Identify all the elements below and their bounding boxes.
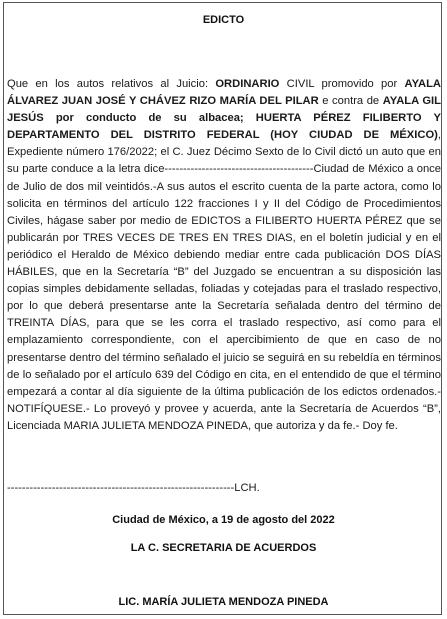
body-bold-1: ORDINARIO: [215, 78, 280, 90]
edict-body: [7, 76, 441, 435]
defendants-names: AYALA GIL JESÚS por conducto de su albacea; HUERTA PÉREZ FILIBERTO Y DEPARTAMENTO DEL DISTRITO FEDERAL (HOY CIUDAD DE MÉXICO): [7, 95, 441, 142]
document-title: EDICTO: [202, 14, 245, 26]
date-line: Ciudad de México, a 19 de agosto del 2022: [112, 514, 335, 526]
body-text-4: , Expediente número 176/2022; el C. Juez Décimo Sexto de lo Civil dictó un auto que en su parte conduce a la letra dice----------------------------------------Ciudad de México a once de Julio de dos mil veintidós.-A sus autos el escrito cuenta de la parte actora, como lo solicita en términos del artículo 122 fracciones I y II del Código de Procedimientos Civiles, hágase saber por medio de EDICTOS a FILIBERTO HUERTA PÉREZ que se publicarán por TRES VECES DE TRES EN TRES DIAS, en el boletín judicial y en el periódico el Heraldo de México debiendo mediar entre cada publicación DOS DÍAS HÁBILES, que en la Secretaría “B” del Juzgado se encuentran a su disposición las copias simples debidamente selladas, foliadas y cotejadas para el traslado respectivo, por lo que deberá presentarse ante la Secretaría señalada dentro del término de TREINTA DÍAS, para que se les corra el traslado respectivo, así como para el emplazamiento correspondiente, con el apercibimiento de que en caso de no presentarse dentro del término señalado el juicio se seguirá en su rebeldía en términos de lo señalado por el artículo 639 del Código en cita, en el entendido de que el término empezará a contar al día siguiente de la última publicación de los edictos ordenados.- NOTIFÍQUESE.- Lo proveyó y provee y acuerda, ante la Secretaría de Acuerdos “B”, Licenciada MARIA JULIETA MENDOZA PINEDA, que autoriza y da fe.- Doy fe.: [7, 129, 441, 432]
secretary-title: LA C. SECRETARIA DE ACUERDOS: [130, 542, 317, 554]
initials-line: -------------------------------------------------------------LCH.: [7, 482, 260, 494]
body-text-3: e contra de: [318, 95, 383, 108]
plaintiffs-names: AYALA ÁLVAREZ JUAN JOSÉ Y CHÁVEZ RIZO MARÍA DEL PILAR: [7, 78, 441, 108]
signer-name: LIC. MARÍA JULIETA MENDOZA PINEDA: [118, 596, 329, 608]
body-text-2: CIVIL promovido por: [279, 78, 405, 90]
body-text-1: Que en los autos relativos al Juicio:: [7, 78, 216, 90]
